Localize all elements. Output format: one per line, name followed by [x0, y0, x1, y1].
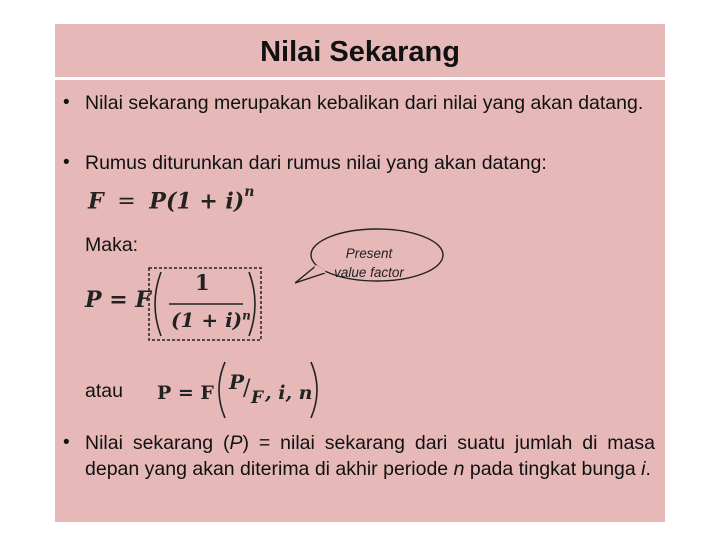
- bullet-3-text: ) = nilai sekarang dari suatu jumlah di masa depan yang akan diterima di akhir periode: [85, 432, 655, 480]
- factor-notation-P: P: [229, 370, 245, 394]
- callout-text: [319, 244, 419, 282]
- bullet-3-text: pada tingkat bunga: [464, 458, 642, 480]
- slide-content: [55, 80, 665, 522]
- bullet-3-var-i: i: [641, 458, 646, 480]
- bullet-dot: •: [63, 92, 70, 113]
- slide-title: Nilai Sekarang: [55, 24, 665, 77]
- bullet-3-var-n: n: [453, 458, 465, 480]
- formula-equals: =: [117, 189, 136, 215]
- factor-notation-F: F: [251, 388, 264, 408]
- maka-label: Maka:: [85, 234, 139, 256]
- bullet-2: Rumus diturunkan dari rumus nilai yang akan datang:: [85, 152, 547, 174]
- factor-denominator: [171, 308, 251, 332]
- bullet-1: Nilai sekarang merupakan kebalikan dari nilai yang akan datang.: [85, 92, 644, 114]
- factor-notation-slash: /: [243, 376, 251, 401]
- atau-label: atau: [85, 380, 123, 402]
- bullet-dot: •: [63, 152, 70, 173]
- callout-line-1: Present: [345, 246, 393, 261]
- formula-factor-notation-lhs: P = F: [157, 382, 214, 404]
- bullet-3-text: Nilai sekarang (: [85, 432, 230, 454]
- factor-notation-rest: , i, n: [265, 382, 313, 404]
- bullet-3: [85, 430, 655, 482]
- bullet-3-var-P: P: [229, 432, 243, 454]
- factor-numerator: 1: [195, 270, 210, 295]
- bullet-dot: •: [63, 432, 70, 453]
- formula-exponent: n: [244, 184, 255, 200]
- formula-rhs: P(1 + i): [149, 188, 245, 215]
- callout-line-2: value factor: [334, 265, 404, 280]
- factor-denominator-exponent: n: [242, 308, 251, 323]
- bullet-3-text: .: [645, 458, 651, 480]
- formula-present-value-lhs: P = F: [85, 287, 151, 313]
- factor-denominator-base: (1 + i): [171, 308, 243, 332]
- formula-lhs: F: [88, 188, 104, 215]
- formula-future-value: [88, 184, 255, 215]
